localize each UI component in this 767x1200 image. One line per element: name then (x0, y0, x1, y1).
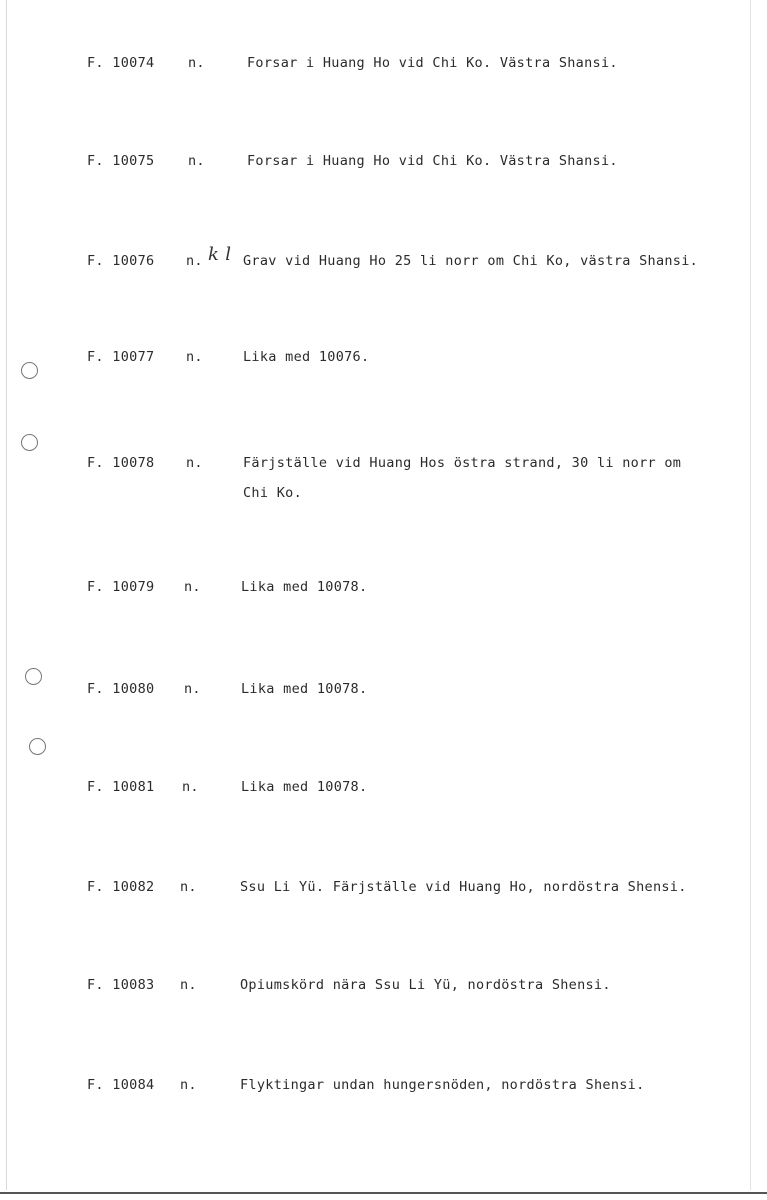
entry-type: n. (180, 1077, 197, 1093)
entry-type: n. (184, 681, 201, 697)
left-margin-line (6, 0, 7, 1190)
entry-code: F. 10076 (87, 253, 155, 269)
entry-description: Lika med 10076. (243, 349, 370, 365)
entry-description: Lika med 10078. (241, 779, 368, 795)
punch-hole (21, 434, 38, 451)
entry-code: F. 10075 (87, 153, 155, 169)
entry-code: F. 10083 (87, 977, 155, 993)
entry-description: Ssu Li Yü. Färjställe vid Huang Ho, nordöstra Shensi. (240, 879, 687, 895)
entry-description: Lika med 10078. (241, 579, 368, 595)
entry-type: n. (182, 779, 199, 795)
entry-description: Forsar i Huang Ho vid Chi Ko. Västra Shansi. (247, 153, 618, 169)
entry-code: F. 10080 (87, 681, 155, 697)
entry-type: n. (186, 253, 203, 269)
entry-type: n. (188, 55, 205, 71)
entry-type: n. (180, 879, 197, 895)
entry-code: F. 10084 (87, 1077, 155, 1093)
punch-hole (21, 362, 38, 379)
entry-code: F. 10077 (87, 349, 155, 365)
entry-type: n. (180, 977, 197, 993)
entry-code: F. 10079 (87, 579, 155, 595)
entry-type: n. (188, 153, 205, 169)
entry-code: F. 10078 (87, 455, 155, 471)
entry-code: F. 10081 (87, 779, 155, 795)
entry-description: Färjställe vid Huang Hos östra strand, 30 li norr om Chi Ko. (243, 455, 682, 501)
punch-hole (29, 738, 46, 755)
bottom-edge-line (0, 1192, 767, 1194)
entry-code: F. 10074 (87, 55, 155, 71)
right-margin-line (750, 0, 751, 1190)
handwritten-note: k l (208, 244, 232, 265)
entry-description: Grav vid Huang Ho 25 li norr om Chi Ko, västra Shansi. (243, 253, 699, 269)
entry-description: Lika med 10078. (241, 681, 368, 697)
entry-type: n. (184, 579, 201, 595)
entry-description: Flyktingar undan hungersnöden, nordöstra Shensi. (240, 1077, 645, 1093)
entry-description: Opiumskörd nära Ssu Li Yü, nordöstra Shensi. (240, 977, 611, 993)
entry-type: n. (186, 455, 203, 471)
entry-type: n. (186, 349, 203, 365)
entry-code: F. 10082 (87, 879, 155, 895)
punch-hole (25, 668, 42, 685)
entry-description: Forsar i Huang Ho vid Chi Ko. Västra Shansi. (247, 55, 618, 71)
